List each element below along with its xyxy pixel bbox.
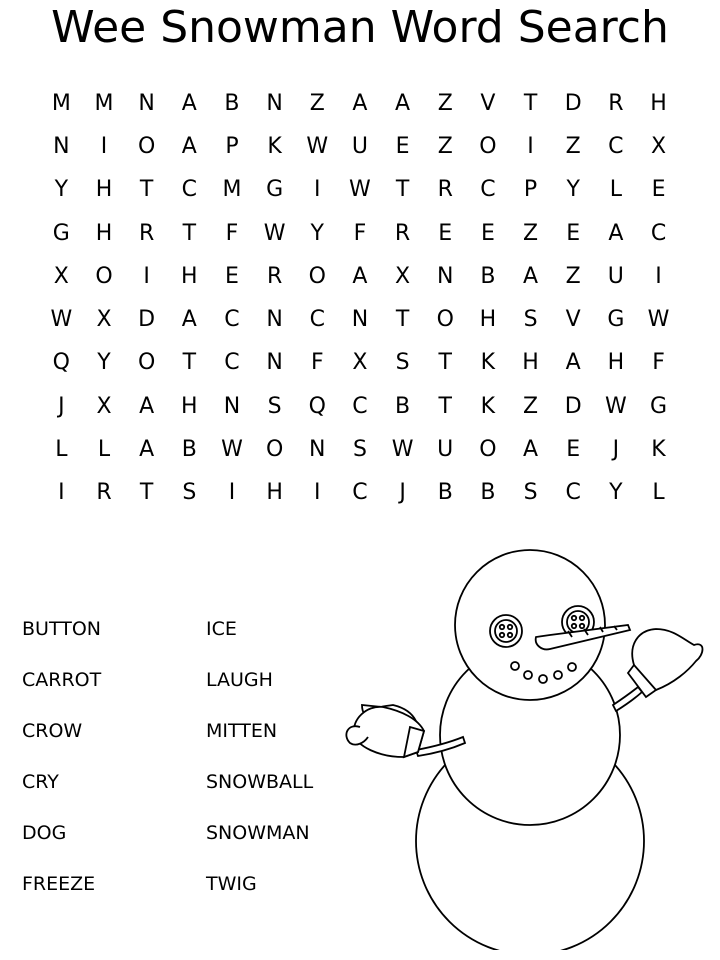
grid-letter[interactable]: H bbox=[181, 263, 198, 289]
grid-letter[interactable]: C bbox=[480, 177, 496, 203]
grid-letter[interactable]: N bbox=[266, 307, 283, 333]
button-eye-left bbox=[490, 615, 522, 647]
grid-letter[interactable]: N bbox=[309, 437, 326, 463]
grid-letter[interactable]: R bbox=[96, 480, 112, 506]
grid-letter[interactable]: O bbox=[479, 437, 497, 463]
grid-letter[interactable]: W bbox=[349, 177, 371, 203]
grid-letter[interactable]: T bbox=[395, 307, 410, 333]
grid-letter[interactable]: O bbox=[137, 133, 156, 159]
grid-letter[interactable]: R bbox=[138, 220, 155, 246]
grid-letter[interactable]: O bbox=[265, 437, 284, 463]
word-list-item: CROW bbox=[22, 720, 83, 742]
grid-letter[interactable]: E bbox=[651, 177, 666, 203]
grid-letter[interactable]: H bbox=[522, 350, 539, 376]
word-list-item: SNOWMAN bbox=[206, 822, 310, 844]
grid-letter[interactable]: E bbox=[480, 220, 495, 246]
grid-letter[interactable]: K bbox=[480, 393, 496, 419]
grid-letter[interactable]: Y bbox=[97, 350, 111, 376]
grid-letter[interactable]: N bbox=[266, 350, 283, 376]
page-title: Wee Snowman Word Search bbox=[51, 2, 669, 53]
grid-letter[interactable]: S bbox=[523, 480, 538, 506]
grid-letter[interactable]: G bbox=[52, 220, 70, 246]
grid-letter[interactable]: W bbox=[263, 220, 286, 246]
grid-letter[interactable]: M bbox=[222, 177, 242, 203]
grid-letter[interactable]: B bbox=[437, 480, 453, 506]
grid-letter[interactable]: G bbox=[266, 177, 284, 203]
grid-letter[interactable]: H bbox=[650, 90, 667, 116]
grid-letter[interactable]: I bbox=[143, 263, 150, 289]
grid-letter[interactable]: W bbox=[50, 307, 73, 333]
grid-letter[interactable]: I bbox=[314, 177, 321, 203]
grid-letter[interactable]: A bbox=[352, 263, 368, 289]
grid-letter[interactable]: N bbox=[138, 90, 155, 116]
grid-row bbox=[40, 255, 680, 298]
grid-letter[interactable]: B bbox=[224, 90, 240, 116]
grid-letter[interactable]: S bbox=[395, 350, 410, 376]
grid-letter[interactable]: Z bbox=[523, 220, 539, 246]
grid-letter[interactable]: H bbox=[181, 393, 198, 419]
grid-letter[interactable]: Y bbox=[310, 220, 324, 246]
grid-row bbox=[40, 385, 680, 428]
grid-letter[interactable]: J bbox=[612, 437, 620, 463]
word-list-item: SNOWBALL bbox=[206, 771, 314, 793]
grid-letter[interactable]: L bbox=[652, 480, 665, 506]
grid-letter[interactable]: U bbox=[607, 263, 624, 289]
grid-letter[interactable]: E bbox=[225, 263, 239, 289]
grid-letter[interactable]: P bbox=[523, 177, 538, 203]
word-list-item: ICE bbox=[206, 618, 237, 640]
word-list-item: TWIG bbox=[206, 873, 257, 895]
grid-letter[interactable]: V bbox=[565, 307, 581, 333]
grid-letter[interactable]: R bbox=[608, 90, 624, 116]
grid-letter[interactable]: Y bbox=[609, 480, 623, 506]
grid-letter[interactable]: D bbox=[564, 393, 582, 419]
grid-letter[interactable]: Z bbox=[565, 133, 581, 159]
grid-letter[interactable]: Z bbox=[309, 90, 325, 116]
grid-row bbox=[40, 125, 680, 168]
grid-letter[interactable]: I bbox=[100, 133, 108, 159]
grid-letter[interactable]: A bbox=[352, 90, 368, 116]
grid-letter[interactable]: F bbox=[353, 220, 367, 246]
grid-letter[interactable]: T bbox=[139, 177, 154, 203]
grid-row bbox=[40, 212, 680, 255]
grid-row bbox=[40, 342, 680, 385]
grid-row bbox=[40, 82, 680, 125]
grid-letter[interactable]: C bbox=[224, 307, 240, 333]
grid-row bbox=[40, 428, 680, 471]
word-list-item: MITTEN bbox=[206, 720, 278, 742]
grid-letter[interactable]: B bbox=[480, 263, 496, 289]
grid-letter[interactable]: V bbox=[480, 90, 496, 116]
grid-letter[interactable]: Q bbox=[308, 393, 326, 419]
grid-letter[interactable]: M bbox=[51, 90, 71, 116]
grid-letter[interactable]: H bbox=[95, 177, 113, 203]
grid-letter[interactable]: L bbox=[609, 177, 622, 203]
grid-letter[interactable]: T bbox=[523, 90, 538, 116]
grid-letter[interactable]: T bbox=[395, 177, 410, 203]
grid-letter[interactable]: W bbox=[221, 437, 243, 463]
grid-letter[interactable]: E bbox=[438, 220, 453, 246]
grid-letter[interactable]: B bbox=[395, 393, 411, 419]
grid-letter[interactable]: L bbox=[97, 437, 111, 463]
grid-letter[interactable]: K bbox=[267, 133, 282, 159]
grid-letter[interactable]: D bbox=[138, 307, 156, 333]
grid-letter[interactable]: K bbox=[480, 350, 496, 376]
grid-letter[interactable]: E bbox=[395, 133, 410, 159]
grid-letter[interactable]: H bbox=[479, 307, 497, 333]
grid-letter[interactable]: N bbox=[266, 90, 283, 116]
grid-letter[interactable]: S bbox=[523, 307, 538, 333]
grid-letter[interactable]: Z bbox=[437, 90, 453, 116]
grid-letter[interactable]: O bbox=[137, 350, 156, 376]
grid-letter[interactable]: I bbox=[314, 480, 321, 506]
grid-letter[interactable]: B bbox=[480, 480, 496, 506]
letter-grid bbox=[40, 82, 680, 515]
grid-letter[interactable]: J bbox=[399, 480, 406, 506]
grid-letter[interactable]: T bbox=[438, 393, 452, 419]
grid-letter[interactable]: X bbox=[352, 350, 368, 376]
grid-row bbox=[40, 169, 680, 212]
word-list bbox=[22, 618, 366, 924]
grid-letter[interactable]: O bbox=[479, 133, 497, 159]
grid-letter[interactable]: O bbox=[95, 263, 113, 289]
grid-letter[interactable]: F bbox=[225, 220, 239, 246]
grid-letter[interactable]: A bbox=[395, 90, 411, 116]
grid-letter[interactable]: H bbox=[607, 350, 625, 376]
grid-row bbox=[40, 472, 680, 515]
grid-letter[interactable]: U bbox=[437, 437, 454, 463]
grid-letter[interactable]: C bbox=[224, 350, 240, 376]
grid-letter[interactable]: Y bbox=[54, 177, 69, 203]
grid-letter[interactable]: R bbox=[437, 177, 453, 203]
word-list-item: CRY bbox=[22, 771, 59, 793]
left-mitten-icon bbox=[346, 705, 424, 757]
grid-letter[interactable]: T bbox=[438, 350, 452, 376]
grid-letter[interactable]: X bbox=[650, 133, 667, 159]
grid-letter[interactable]: A bbox=[181, 133, 197, 159]
grid-letter[interactable]: C bbox=[650, 220, 667, 246]
grid-letter[interactable]: G bbox=[649, 393, 668, 419]
grid-letter[interactable]: H bbox=[95, 220, 113, 246]
grid-letter[interactable]: I bbox=[527, 133, 534, 159]
grid-letter[interactable]: P bbox=[225, 133, 239, 159]
grid-letter[interactable]: S bbox=[182, 480, 197, 506]
grid-letter[interactable]: F bbox=[652, 350, 665, 376]
grid-letter[interactable]: C bbox=[352, 480, 368, 506]
grid-letter[interactable]: W bbox=[391, 437, 414, 463]
grid-letter[interactable]: C bbox=[608, 133, 624, 159]
grid-letter[interactable]: R bbox=[394, 220, 411, 246]
grid-letter[interactable]: A bbox=[523, 263, 539, 289]
word-list-item: LAUGH bbox=[206, 669, 273, 691]
grid-letter[interactable]: W bbox=[306, 133, 329, 159]
grid-letter[interactable]: A bbox=[139, 393, 155, 419]
grid-letter[interactable]: X bbox=[96, 307, 112, 333]
grid-letter[interactable]: L bbox=[55, 437, 68, 463]
grid-letter[interactable]: A bbox=[139, 437, 155, 463]
grid-letter[interactable]: I bbox=[228, 480, 236, 506]
grid-letter[interactable]: X bbox=[53, 263, 69, 289]
grid-letter[interactable]: I bbox=[655, 263, 662, 289]
word-list-item: FREEZE bbox=[22, 873, 96, 895]
grid-letter[interactable]: F bbox=[310, 350, 324, 376]
grid-letter[interactable]: W bbox=[604, 393, 627, 419]
grid-letter[interactable]: C bbox=[565, 480, 581, 506]
grid-letter[interactable]: Y bbox=[566, 177, 580, 203]
grid-row bbox=[40, 298, 680, 341]
grid-letter[interactable]: H bbox=[266, 480, 283, 506]
grid-letter[interactable]: U bbox=[351, 133, 368, 159]
grid-letter[interactable]: A bbox=[565, 350, 581, 376]
grid-letter[interactable]: O bbox=[308, 263, 326, 289]
grid-letter[interactable]: S bbox=[352, 437, 367, 463]
grid-letter[interactable]: Q bbox=[52, 350, 70, 376]
grid-letter[interactable]: E bbox=[566, 437, 581, 463]
grid-letter[interactable]: W bbox=[647, 307, 670, 333]
grid-letter[interactable]: N bbox=[351, 307, 369, 333]
grid-letter[interactable]: C bbox=[181, 177, 197, 203]
right-twig-arm bbox=[613, 687, 642, 711]
grid-letter[interactable]: A bbox=[181, 307, 197, 333]
grid-letter[interactable]: C bbox=[309, 307, 325, 333]
grid-letter[interactable]: S bbox=[267, 393, 282, 419]
grid-letter[interactable]: O bbox=[436, 307, 454, 333]
grid-letter[interactable]: E bbox=[566, 220, 581, 246]
grid-letter[interactable]: X bbox=[395, 263, 411, 289]
grid-letter[interactable]: K bbox=[651, 437, 666, 463]
grid-letter[interactable]: B bbox=[181, 437, 197, 463]
grid-letter[interactable]: R bbox=[266, 263, 283, 289]
grid-letter[interactable]: T bbox=[182, 220, 197, 246]
grid-letter[interactable]: M bbox=[94, 90, 114, 116]
grid-letter[interactable]: A bbox=[523, 437, 539, 463]
grid-letter[interactable]: G bbox=[607, 307, 625, 333]
grid-letter[interactable]: X bbox=[96, 393, 112, 419]
word-list-item: DOG bbox=[22, 822, 67, 844]
grid-letter[interactable]: A bbox=[608, 220, 624, 246]
word-list-item: CARROT bbox=[22, 669, 102, 691]
grid-letter[interactable]: J bbox=[58, 393, 65, 419]
grid-letter[interactable]: T bbox=[182, 350, 197, 376]
grid-letter[interactable]: Z bbox=[437, 133, 453, 159]
grid-letter[interactable]: Z bbox=[565, 263, 581, 289]
grid-letter[interactable]: N bbox=[437, 263, 454, 289]
grid-letter[interactable]: N bbox=[223, 393, 241, 419]
grid-letter[interactable]: I bbox=[58, 480, 65, 506]
grid-letter[interactable]: A bbox=[181, 90, 197, 116]
grid-letter[interactable]: D bbox=[564, 90, 582, 116]
grid-letter[interactable]: C bbox=[352, 393, 368, 419]
snowman-illustration bbox=[338, 545, 708, 950]
grid-letter[interactable]: N bbox=[53, 133, 70, 159]
grid-letter[interactable]: T bbox=[139, 480, 154, 506]
grid-letter[interactable]: Z bbox=[523, 393, 539, 419]
right-mitten-icon bbox=[628, 629, 703, 697]
word-list-item: BUTTON bbox=[22, 618, 101, 640]
